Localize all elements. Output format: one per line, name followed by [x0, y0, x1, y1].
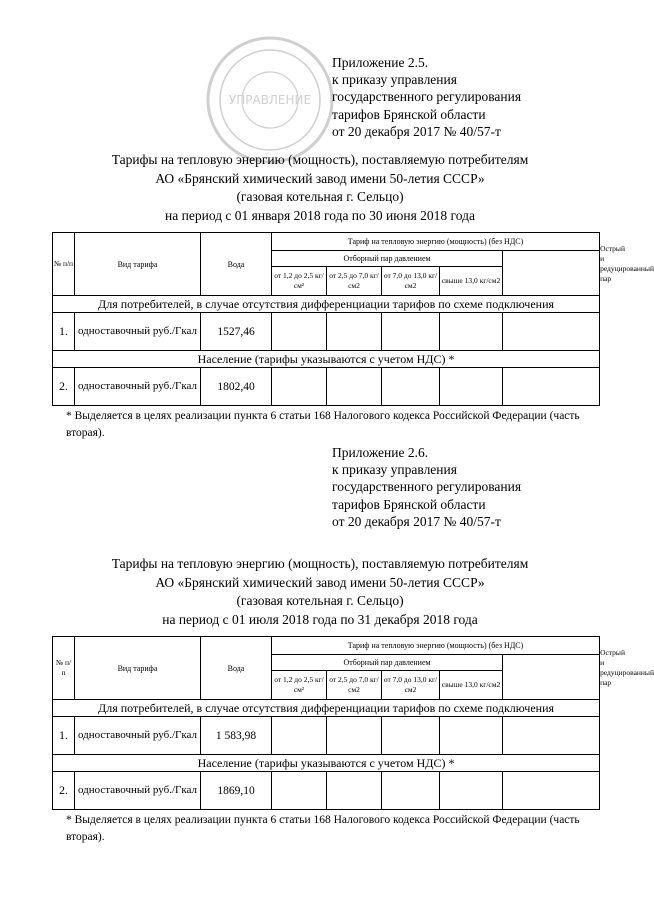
empty-cell [327, 313, 382, 351]
empty-cell [440, 772, 503, 810]
empty-cell [440, 717, 503, 755]
empty-cell [382, 368, 440, 406]
row-number: 1. [53, 313, 75, 351]
tariff-table-1: № п/п Вид тарифа Вода Тариф на тепловую энергию (мощность) (без НДС) Острый и редуцированный пар Отборный пар давлением от 1,2 до 2,5 кг/см² от 2,5 до 7,0 кг/см2 от 7,0 до 13,0 кг/см2 свыше 13,0 кг/см2 Для потребителей, в случае отсутствия дифференциации тарифов по схеме подключения 1. одноставочный руб./Гкал 1527,46 Население (тарифы указываются с учетом НДС) * 2. одноставочный руб./Гкал 1802,40 [52, 232, 600, 406]
row-number: 2. [53, 772, 75, 810]
header-pressure-1: от 1,2 до 2,5 кг/см² [272, 671, 327, 700]
empty-cell [327, 717, 382, 755]
empty-cell [272, 717, 327, 755]
empty-cell [503, 313, 600, 351]
header-pressure-2: от 2,5 до 7,0 кг/см2 [327, 671, 382, 700]
title-line: (газовая котельная г. Сельцо) [236, 189, 404, 204]
row-water-value: 1 583,98 [201, 717, 272, 755]
stamp-text: УПРАВЛЕНИЕ [228, 93, 312, 107]
empty-cell [272, 313, 327, 351]
section-row-population: Население (тарифы указываются с учетом НДС) * [53, 351, 600, 368]
empty-cell [503, 368, 600, 406]
title-line: на период с 01 июля 2018 года по 31 декабря 2018 года [162, 611, 478, 627]
document-title-2 [0, 555, 640, 629]
row-tariff-kind: одноставочный руб./Гкал [75, 772, 201, 810]
title-line: АО «Брянский химический завод имени 50-летия СССР» [155, 170, 485, 186]
appendix-line: к приказу управления [332, 72, 457, 88]
row-water-value: 1527,46 [201, 313, 272, 351]
appendix-block-1 [332, 54, 521, 140]
row-number: 1. [53, 717, 75, 755]
appendix-line: тарифов Брянской области [332, 106, 486, 122]
title-line: на период с 01 января 2018 года по 30 июня 2018 года [165, 207, 475, 223]
header-tariff-group: Тариф на тепловую энергию (мощность) (без НДС) [272, 637, 600, 655]
title-line: Тарифы на тепловую энергию (мощность), поставляемую потребителям [111, 152, 529, 167]
header-pressure-4: свыше 13,0 кг/см2 [440, 671, 503, 700]
appendix-line: государственного регулирования [332, 89, 522, 105]
header-water: Вода [201, 637, 272, 700]
header-water: Вода [201, 233, 272, 296]
empty-cell [382, 717, 440, 755]
empty-cell [327, 368, 382, 406]
row-number: 2. [53, 368, 75, 406]
header-pressure-4: свыше 13,0 кг/см2 [440, 267, 503, 296]
header-num: № п/ п [53, 637, 75, 700]
empty-cell [382, 772, 440, 810]
appendix-line: государственного регулирования [332, 479, 522, 495]
footnote-1: * Выделяется в целях реализации пункта 6 статьи 168 Налогового кодекса Российской Федерации (часть вторая). [66, 410, 580, 439]
header-pressure-3: от 7,0 до 13,0 кг/см2 [382, 671, 440, 700]
empty-cell [440, 368, 503, 406]
row-tariff-kind: одноставочный руб./Гкал [75, 313, 201, 351]
title-line: АО «Брянский химический завод имени 50-летия СССР» [155, 574, 485, 590]
empty-cell [440, 313, 503, 351]
header-num: № п/п [53, 233, 75, 296]
row-tariff-kind: одноставочный руб./Гкал [75, 368, 201, 406]
empty-cell [503, 772, 600, 810]
title-line: Тарифы на тепловую энергию (мощность), поставляемую потребителям [111, 556, 529, 571]
appendix-line: Приложение 2.5. [332, 55, 429, 70]
appendix-line: Приложение 2.6. [332, 445, 429, 460]
document-title-1 [0, 151, 640, 225]
appendix-line: к приказу управления [332, 462, 457, 478]
empty-cell [327, 772, 382, 810]
empty-cell [382, 313, 440, 351]
appendix-line: тарифов Брянской области [332, 496, 486, 512]
header-kind: Вид тарифа [75, 637, 201, 700]
row-tariff-kind: одноставочный руб./Гкал [75, 717, 201, 755]
header-steam-group: Отборный пар давлением [272, 251, 503, 267]
header-tariff-group: Тариф на тепловую энергию (мощность) (без НДС) [272, 233, 600, 251]
official-stamp [200, 30, 340, 170]
row-water-value: 1802,40 [201, 368, 272, 406]
header-pressure-3: от 7,0 до 13,0 кг/см2 [382, 267, 440, 296]
title-line: (газовая котельная г. Сельцо) [236, 593, 404, 608]
tariff-table-2: № п/ п Вид тарифа Вода Тариф на тепловую энергию (мощность) (без НДС) Острый и редуцированный пар Отборный пар давлением от 1,2 до 2,5 кг/см² от 2,5 до 7,0 кг/см2 от 7,0 до 13,0 кг/см2 свыше 13,0 кг/см2 Для потребителей, в случае отсутствия дифференциации тарифов по схеме подключения 1. одноставочный руб./Гкал 1 583,98 Население (тарифы указываются с учетом НДС) * 2. одноставочный руб./Гкал 1869,10 [52, 636, 600, 810]
empty-cell [272, 368, 327, 406]
header-pressure-1: от 1,2 до 2,5 кг/см² [272, 267, 327, 296]
section-row-population: Население (тарифы указываются с учетом НДС) * [53, 755, 600, 772]
appendix-line: от 20 декабря 2017 № 40/57-т [332, 123, 501, 139]
header-kind: Вид тарифа [75, 233, 201, 296]
appendix-block-2 [332, 444, 521, 530]
empty-cell [272, 772, 327, 810]
header-steam-group: Отборный пар давлением [272, 655, 503, 671]
row-water-value: 1869,10 [201, 772, 272, 810]
appendix-line: от 20 декабря 2017 № 40/57-т [332, 513, 501, 529]
header-pressure-2: от 2,5 до 7,0 кг/см2 [327, 267, 382, 296]
section-row-consumers: Для потребителей, в случае отсутствия дифференциации тарифов по схеме подключения [53, 296, 600, 313]
empty-cell [503, 717, 600, 755]
section-row-consumers: Для потребителей, в случае отсутствия дифференциации тарифов по схеме подключения [53, 700, 600, 717]
footnote-2: * Выделяется в целях реализации пункта 6 статьи 168 Налогового кодекса Российской Федерации (часть вторая). [66, 814, 580, 843]
